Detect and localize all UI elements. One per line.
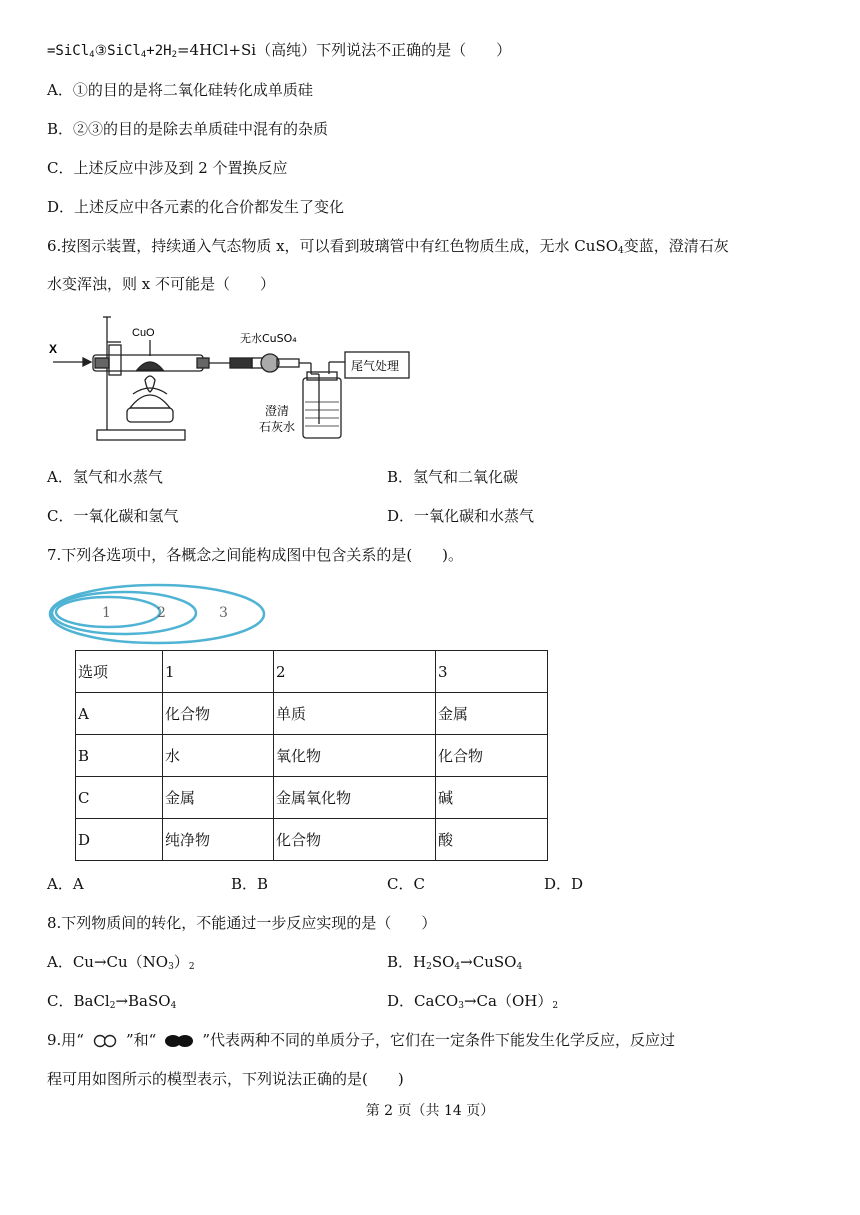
table-cell: 金属	[436, 693, 548, 735]
table-cell: 化合物	[436, 735, 548, 777]
q8-stem: 8.下列物质间的转化，不能通过一步反应实现的是（ ）	[47, 914, 437, 932]
ellipse-label-1: 1	[102, 605, 111, 621]
q7-options-table	[75, 650, 548, 861]
q7-option-d: D．D	[544, 875, 584, 893]
table-cell: 氧化物	[274, 735, 436, 777]
table-row	[76, 651, 548, 693]
table-cell: 碱	[436, 777, 548, 819]
cuo-label: CuO	[132, 327, 155, 339]
q6-stem-line2: 水变浑浊，则 x 不可能是（ ）	[47, 275, 275, 293]
ellipse-label-2: 2	[157, 605, 166, 621]
table-cell: 水	[163, 735, 274, 777]
table-row	[76, 777, 548, 819]
q8-option-d: D．$CaCO_3\to Ca(OH)_2$	[387, 992, 559, 1011]
limewater-label-1: 澄清	[265, 404, 290, 418]
q8-option-a: A．$Cu\to Cu(NO_3)_2$	[47, 953, 195, 972]
cuso4-label: 无水CuSO₄	[240, 332, 297, 345]
q6-stem-line1: 6.按图示装置，持续通入气态物质 x，可以看到玻璃管中有红色物质生成，无水 CuSO$_4$变蓝，澄清石灰	[47, 237, 729, 256]
apparatus-figure	[45, 312, 415, 444]
q5-option-d: D．上述反应中各元素的化合价都发生了变化	[47, 198, 345, 216]
q9-stem-line2: 程可用如图所示的模型表示，下列说法正确的是( )	[47, 1070, 404, 1088]
table-cell: 1	[163, 651, 274, 693]
limewater-label-2: 石灰水	[259, 420, 296, 434]
page-footer: 第 2 页（共 14 页）	[365, 1103, 495, 1119]
table-cell: 选项	[76, 651, 163, 693]
table-row	[76, 735, 548, 777]
q9-stem-line1: 9.用“ ”和“ ”代表两种不同的单质分子，它们在一定条件下能发生化学反应，反应过	[47, 1031, 675, 1049]
ellipse-label-3: 3	[219, 605, 228, 621]
table-cell: 金属氧化物	[274, 777, 436, 819]
table-cell: A	[76, 693, 163, 735]
q6-option-d: D．一氧化碳和水蒸气	[387, 507, 535, 525]
table-row	[76, 819, 548, 861]
q7-option-b: B．B	[231, 875, 269, 893]
table-cell: 金属	[163, 777, 274, 819]
table-cell: B	[76, 735, 163, 777]
table-cell: D	[76, 819, 163, 861]
q8-option-b: B．$H_2SO_4\to CuSO_4$	[387, 953, 523, 972]
q6-option-c: C．一氧化碳和氢气	[47, 507, 179, 525]
q6-option-a: A．氢气和水蒸气	[47, 468, 163, 486]
tail-gas-box-label: 尾气处理	[351, 359, 400, 373]
q8-option-c: C．BaCl$_2$→BaSO$_4$	[47, 992, 177, 1011]
q7-stem: 7.下列各选项中，各概念之间能构成图中包含关系的是( )。	[47, 546, 464, 564]
table-cell: 化合物	[163, 693, 274, 735]
table-cell: 纯净物	[163, 819, 274, 861]
q6-option-b: B．氢气和二氧化碳	[387, 468, 519, 486]
table-cell: C	[76, 777, 163, 819]
white-molecule-icon	[92, 1034, 118, 1048]
black-molecule-icon	[164, 1034, 194, 1048]
table-row	[76, 693, 548, 735]
q5-option-a: A．①的目的是将二氧化硅转化成单质硅	[47, 81, 313, 99]
table-cell: 酸	[436, 819, 548, 861]
table-cell: 单质	[274, 693, 436, 735]
x-label: X	[49, 342, 58, 356]
q5-option-b: B．②③的目的是除去单质硅中混有的杂质	[47, 120, 329, 138]
table-cell: 化合物	[274, 819, 436, 861]
q7-option-a: A．A	[47, 875, 84, 893]
q7-option-c: C．C	[387, 875, 425, 893]
nested-ellipses-figure	[46, 582, 268, 646]
table-cell: 2	[274, 651, 436, 693]
table-cell: 3	[436, 651, 548, 693]
q5-option-c: C．上述反应中涉及到 2 个置换反应	[47, 159, 288, 177]
q5-formula-line: $=SiCl_4③SiCl_4+2H_2=4HCl+Si$（高纯）下列说法不正确的是（ ）	[47, 41, 512, 60]
